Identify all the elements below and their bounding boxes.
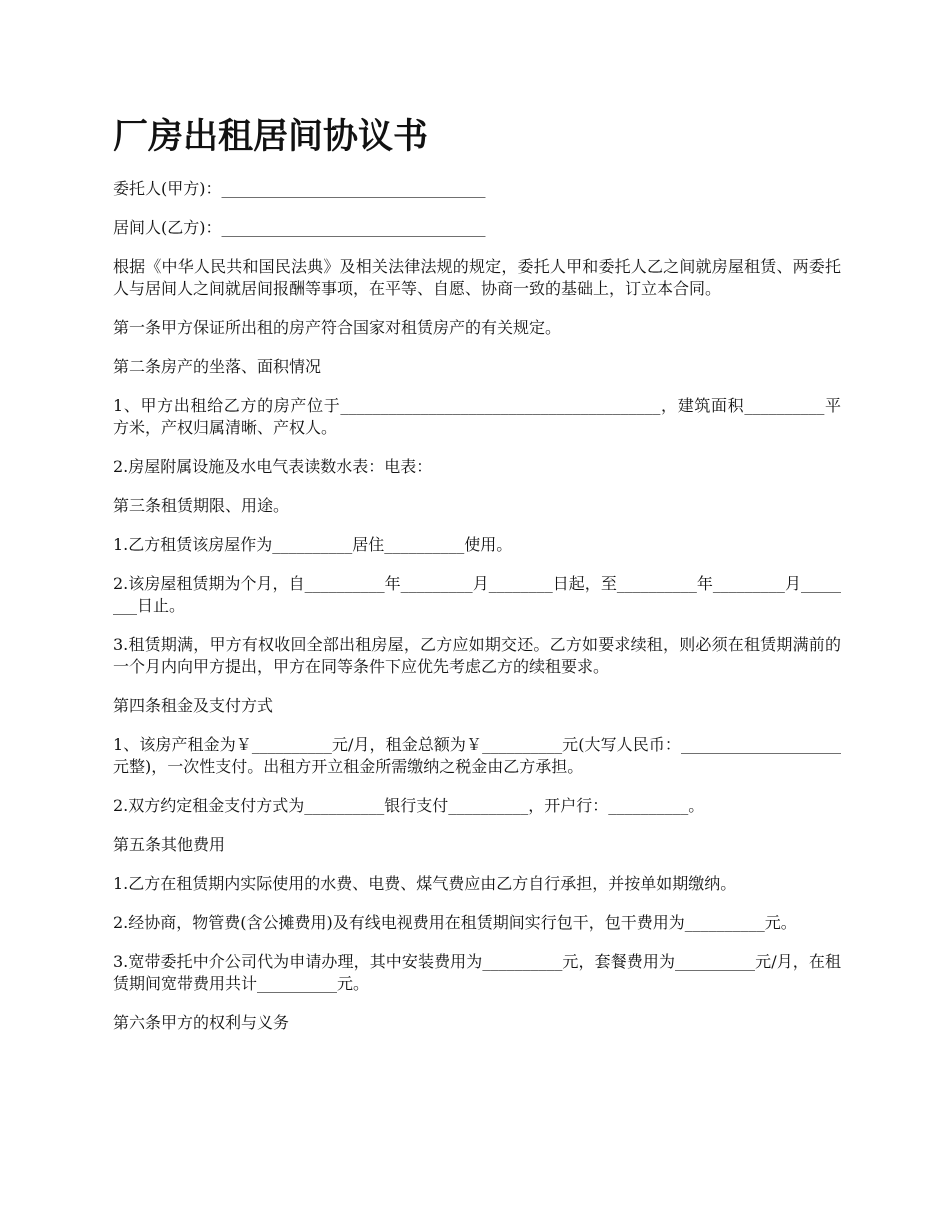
article-3-heading: 第三条租赁期限、用途。 [113,496,290,515]
article-2-clause-1: 1、甲方出租给乙方的房产位于________________________________________，建筑面积__________平方米，产权归属清晰、产权人。 [113,396,841,437]
article-5-heading: 第五条其他费用 [113,835,226,854]
article-4-clause-2: 2.双方约定租金支付方式为__________银行支付__________，开户行：__________。 [113,796,705,815]
article-4-heading: 第四条租金及支付方式 [113,696,274,715]
article-5-clause-1: 1.乙方在租赁期内实际使用的水费、电费、煤气费应由乙方自行承担，并按单如期缴纳。 [113,874,737,893]
document-title: 厂房出租居间协议书 [113,117,429,157]
article-3-clause-1: 1.乙方租赁该房屋作为__________居住__________使用。 [113,535,513,554]
article-2-clause-2: 2.房屋附属设施及水电气表读数水表：电表： [113,457,433,476]
document-page [113,112,841,1051]
preamble: 根据《中华人民共和国民法典》及相关法律法规的规定，委托人甲和委托人乙之间就房屋租赁、两委托人与居间人之间就居间报酬等事项，在平等、自愿、协商一致的基础上，订立本合同。 [113,257,841,298]
article-5-clause-3: 3.宽带委托中介公司代为申请办理，其中安装费用为__________元，套餐费用为__________元/月，在租赁期间宽带费用共计__________元。 [113,952,841,993]
article-3-clause-2: 2.该房屋租赁期为个月，自__________年_________月________日起，至__________年_________月________日止。 [113,574,841,615]
party-a-line: 委托人(甲方)：_________________________________ [113,179,486,198]
article-3-clause-3: 3.租赁期满，甲方有权收回全部出租房屋，乙方应如期交还。乙方如要求续租，则必须在租赁期满前的一个月内向甲方提出，甲方在同等条件下应优先考虑乙方的续租要求。 [113,635,841,676]
article-2-heading: 第二条房产的坐落、面积情况 [113,357,322,376]
article-5-clause-2: 2.经协商，物管费(含公摊费用)及有线电视费用在租赁期间实行包干，包干费用为__________元。 [113,913,797,932]
article-1: 第一条甲方保证所出租的房产符合国家对租赁房产的有关规定。 [113,318,562,337]
party-b-line: 居间人(乙方)：_________________________________ [113,218,486,237]
article-6-heading: 第六条甲方的权利与义务 [113,1013,290,1032]
article-4-clause-1: 1、该房产租金为￥__________元/月，租金总额为￥__________元(大写人民币：____________________元整)，一次性支付。出租方开立租金所需缴纳之税金由乙方承担。 [113,735,841,776]
